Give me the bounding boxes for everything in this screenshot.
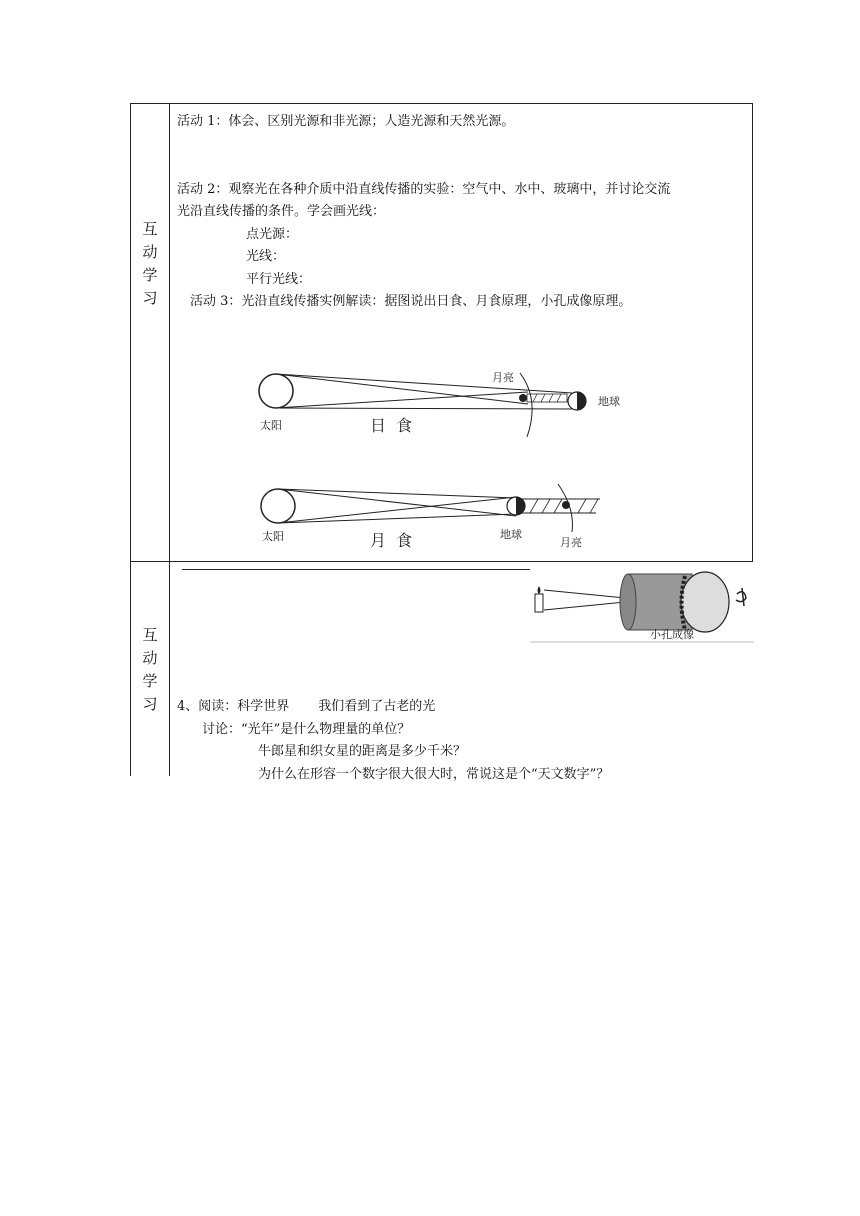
ray-item: 光线： [246,249,286,264]
table-right-border [752,103,753,561]
lunar-eclipse-diagram [250,480,640,555]
label-char: 学 [142,266,158,284]
label-char: 学 [142,672,158,690]
solar-eclipse-diagram [250,355,640,445]
solar-eclipse-caption: 日 食 [370,416,413,435]
moon-circle [562,501,570,509]
parallel-rays-item: 平行光线： [246,272,312,287]
earth-label: 地球 [598,395,620,408]
point-source-item: 点光源： [246,227,299,242]
discussion-question-2: 牛郎星和织女星的距离是多少千米？ [258,744,467,759]
discussion-question-3: 为什么在形容一个数字很大很大时，常说这是个“天文数字”？ [258,767,610,782]
lunar-eclipse-caption: 月 食 [370,531,413,550]
pinhole-caption: 小孔成像 [650,628,694,641]
moon-label: 月亮 [560,536,582,549]
earth-label: 地球 [500,528,522,541]
screen [681,572,729,632]
label-char: 动 [142,649,158,667]
label-char: 互 [142,626,158,644]
sun-circle [261,489,295,523]
sun-circle [259,374,293,408]
reading-line: 4、阅读：科学世界 我们看到了古老的光 [177,699,436,714]
label-char: 习 [142,695,158,713]
activity2-line2: 光沿直线传播的条件。学会画光线： [177,204,386,219]
moon-label: 月亮 [492,371,514,384]
activity1-text: 活动 1：体会、区别光源和非光源；人造光源和天然光源。 [177,114,515,129]
label-char: 动 [142,243,158,261]
moon-circle [519,394,527,402]
section2-rule [182,569,532,570]
label-char: 习 [142,289,158,307]
table-top-border [130,103,753,104]
activity2-line1: 活动 2：观察光在各种介质中沿直线传播的实验：空气中、水中、玻璃中，并讨论交流 [177,182,671,197]
section2-label [131,624,169,716]
pinhole-camera-image [530,564,754,644]
sun-label: 太阳 [262,530,284,543]
label-char: 互 [142,220,158,238]
table-row-divider [130,561,753,562]
activity3-text: 活动 3：光沿直线传播实例解读：据图说出日食、月食原理，小孔成像原理。 [190,294,632,309]
table-column-divider [169,103,170,776]
sun-label: 太阳 [260,419,282,432]
candle [535,594,543,612]
discussion-question-1: 讨论：“光年”是什么物理量的单位？ [202,722,411,737]
section1-label [131,218,169,310]
